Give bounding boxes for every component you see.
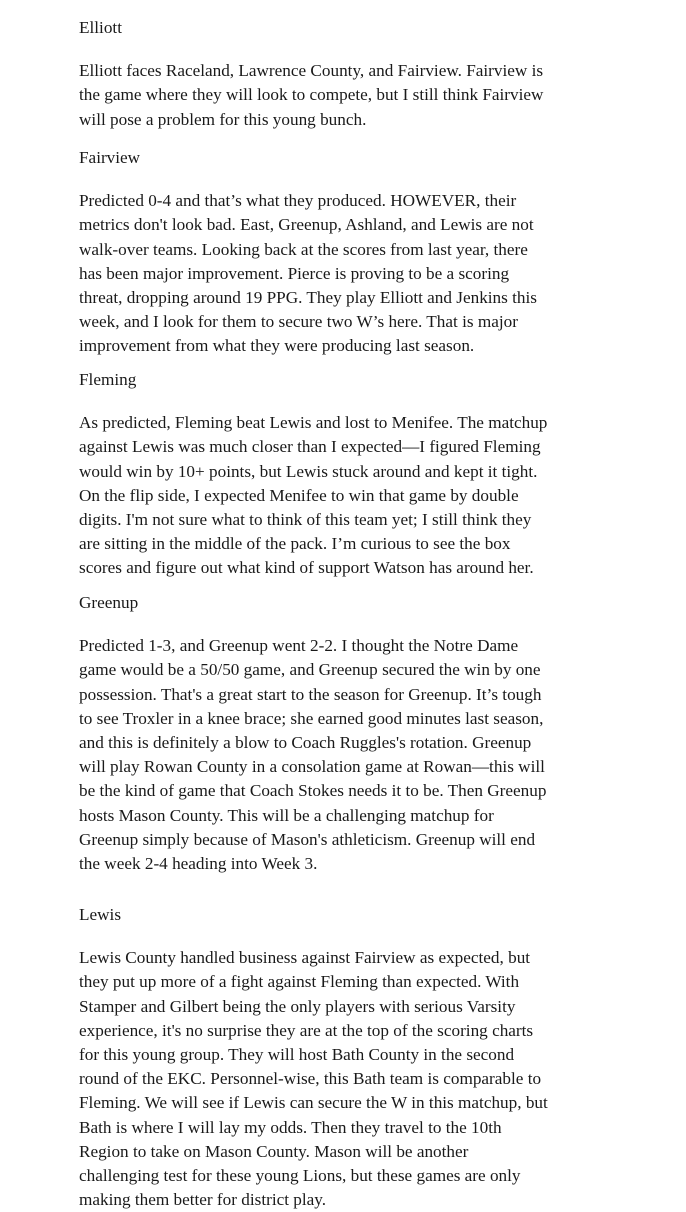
section-body-fairview: Predicted 0-4 and that’s what they produced. HOWEVER, their metrics don't look bad. East, Greenup, Ashland, and Lewis are not walk-over teams. Looking back at the scores from last year, there has been major improvement. Pierce is proving to be a scoring threat, dropping around 19 PPG. They play Elliott and Jenkins this week, and I look for them to secure two W’s here. That is major improvement from what they were producing last season. <box>79 191 537 356</box>
section-body-greenup: Predicted 1-3, and Greenup went 2-2. I thought the Notre Dame game would be a 50/50 game, and Greenup secured the win by one possession. That's a great start to the season for Greenup. It’s tough to see Troxler in a knee brace; she earned good minutes last season, and this is definitely a blow to Coach Ruggles's rotation. Greenup will play Rowan County in a consolation game at Rowan—this will be the kind of game that Coach Stokes needs it to be. Then Greenup hosts Mason County. This will be a challenging matchup for Greenup simply because of Mason's athleticism. Greenup will end the week 2-4 heading into Week 3. <box>79 636 547 874</box>
section-greenup <box>79 591 675 876</box>
section-elliott <box>79 16 675 132</box>
section-heading-elliott: Elliott <box>79 18 122 37</box>
section-fairview <box>79 146 675 359</box>
section-body-fleming: As predicted, Fleming beat Lewis and lost to Menifee. The matchup against Lewis was much closer than I expected—I figured Fleming would win by 10+ points, but Lewis stuck around and kept it tight. On the flip side, I expected Menifee to win that game by double digits. I'm not sure what to think of this team yet; I still think they are sitting in the middle of the pack. I’m curious to see the box scores and figure out what kind of support Watson has around her. <box>79 413 548 578</box>
section-heading-fairview: Fairview <box>79 148 141 167</box>
section-body-lewis: Lewis County handled business against Fairview as expected, but they put up more of a fight against Fleming than expected. With Stamper and Gilbert being the only players with serious Varsity experience, it's no surprise they are at the top of the scoring charts for this young group. They will host Bath County in the second round of the EKC. Personnel-wise, this Bath team is comparable to Fleming. We will see if Lewis can secure the W in this matchup, but Bath is where I will lay my odds. Then they travel to the 10th Region to take on Mason County. Mason will be another challenging test for these young Lions, but these games are only making them better for district play. <box>79 948 548 1210</box>
section-lewis <box>79 903 675 1212</box>
section-heading-lewis: Lewis <box>79 905 122 924</box>
section-heading-greenup: Greenup <box>79 593 139 612</box>
section-fleming <box>79 368 675 581</box>
section-body-elliott: Elliott faces Raceland, Lawrence County, and Fairview. Fairview is the game where they will look to compete, but I still think Fairview will pose a problem for this young bunch. <box>79 61 544 129</box>
section-heading-fleming: Fleming <box>79 370 137 389</box>
